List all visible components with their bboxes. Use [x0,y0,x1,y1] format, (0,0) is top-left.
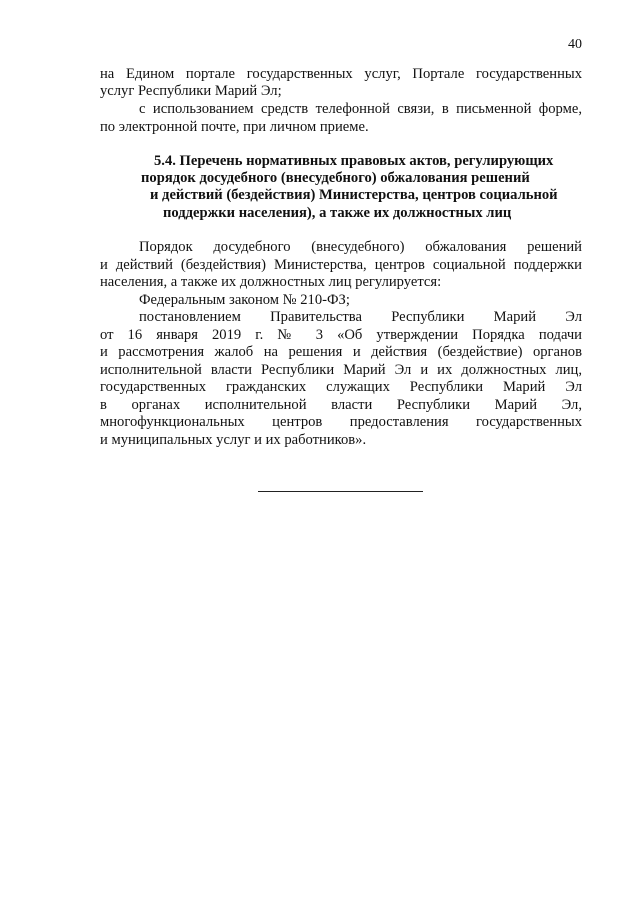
body-line-9: государственных гражданских служащих Республики Марий Эл [100,379,582,395]
body-line-12: и муниципальных услуг и их работников». [100,432,367,448]
body-line-7: и рассмотрения жалоб на решения и действия (бездействие) органов [100,344,582,360]
body-line-6: от 16 января 2019 г. № 3 «Об утверждении Порядка подачи [100,327,582,343]
body-line-8: исполнительной власти Республики Марий Эл и их должностных лиц, [100,362,582,378]
page-number: 40 [568,37,582,52]
intro-line-3: с использованием средств телефонной связи, в письменной форме, [139,101,582,117]
intro-line-1: на Едином портале государственных услуг, Портале государственных [100,66,582,82]
end-divider [258,491,423,492]
intro-line-4: по электронной почте, при личном приеме. [100,119,369,135]
section-heading-line-4: поддержки населения), а также их должностных лиц [163,205,512,221]
section-heading-line-2: порядок досудебного (внесудебного) обжалования решений [141,170,530,186]
intro-line-2: услуг Республики Марий Эл; [100,83,282,99]
body-line-11: многофункциональных центров предоставления государственных [100,414,582,430]
body-line-4: Федеральным законом № 210-ФЗ; [139,292,350,308]
body-line-2: и действий (бездействия) Министерства, центров социальной поддержки [100,257,582,273]
section-heading-line-1: 5.4. Перечень нормативных правовых актов, регулирующих [154,153,554,169]
body-line-3: населения, а также их должностных лиц регулируется: [100,274,442,290]
section-heading-line-3: и действий (бездействия) Министерства, центров социальной [150,187,558,203]
body-line-1: Порядок досудебного (внесудебного) обжалования решений [139,239,582,255]
body-line-10: в органах исполнительной власти Республики Марий Эл, [100,397,582,413]
body-line-5: постановлением Правительства Республики Марий Эл [139,309,582,325]
